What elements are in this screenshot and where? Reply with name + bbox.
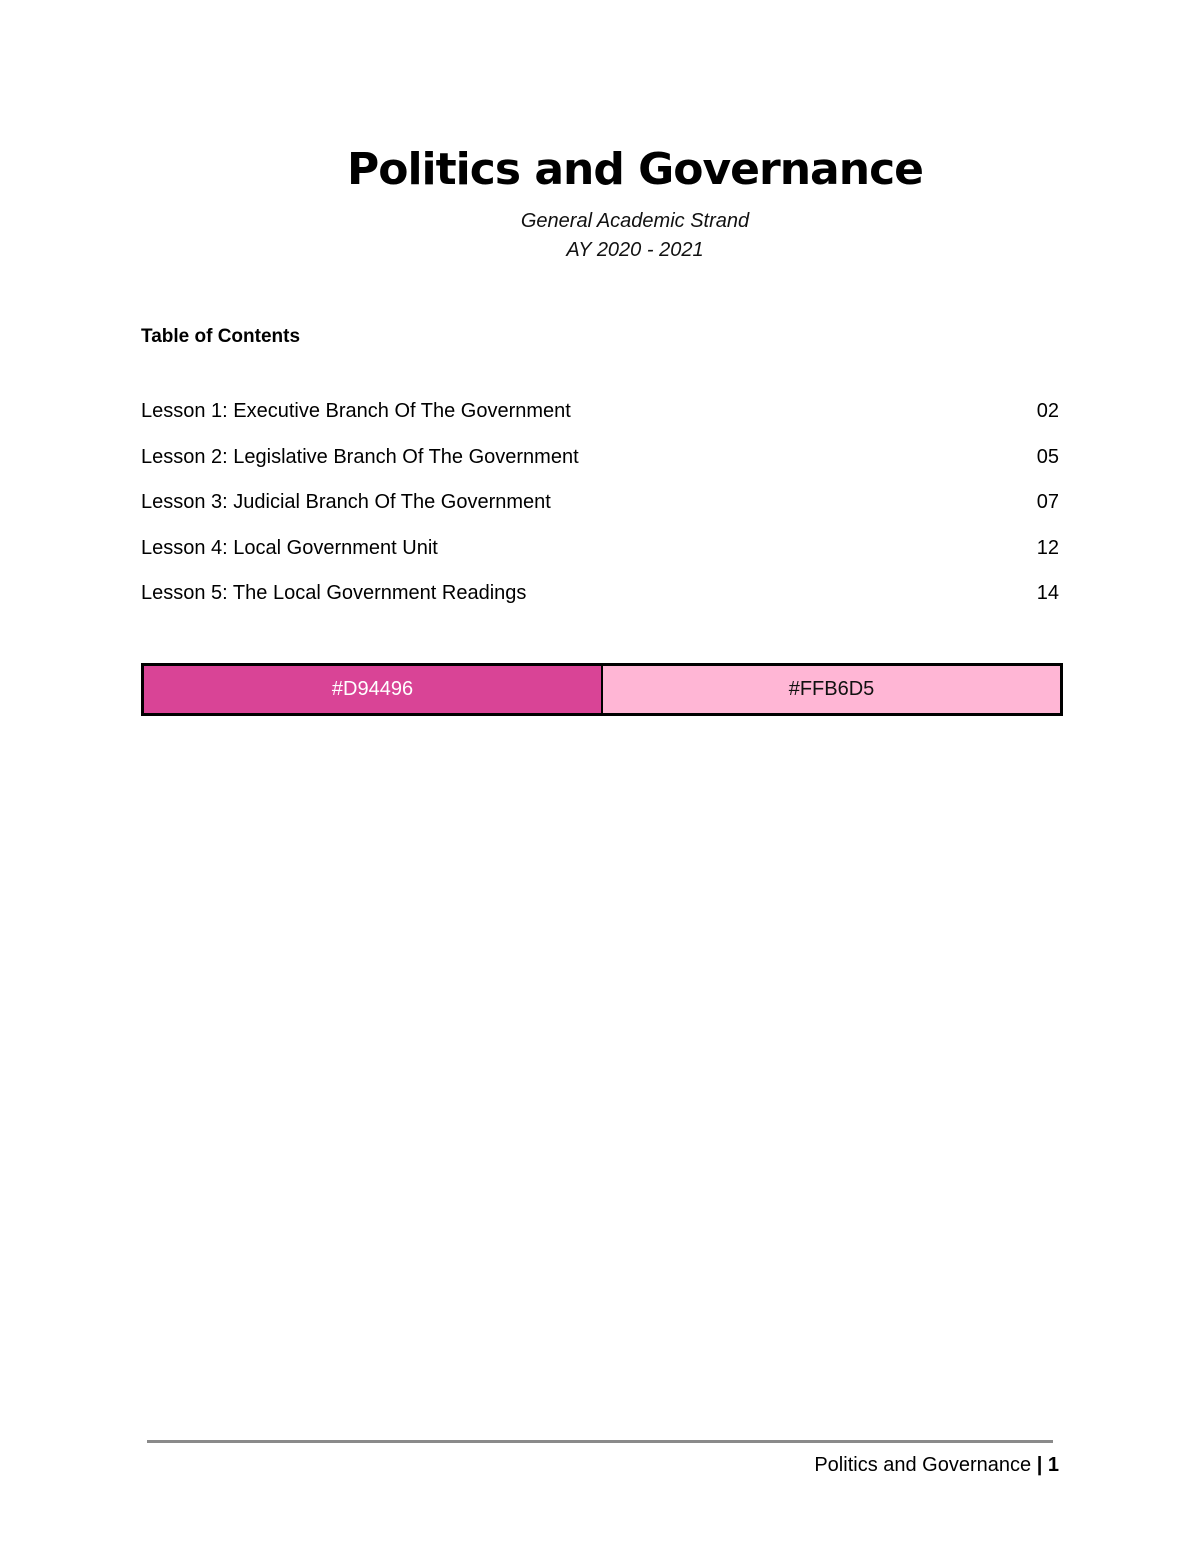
toc-entry-page: 14 — [1036, 582, 1059, 605]
page-footer — [814, 1451, 1059, 1479]
footer-separator: | — [1036, 1454, 1043, 1476]
toc-entry-page: 12 — [1036, 536, 1059, 559]
toc-heading: Table of Contents — [141, 326, 301, 347]
toc-entry-lesson-1[interactable] — [141, 388, 1059, 434]
toc-entry-lesson-4[interactable] — [141, 525, 1059, 571]
academic-year: AY 2020 - 2021 — [566, 239, 704, 261]
toc-entry-page: 07 — [1036, 491, 1059, 514]
footer-title: Politics and Governance — [814, 1454, 1032, 1476]
toc-entry-label: Lesson 3: Judicial Branch Of The Government — [141, 491, 551, 514]
page-number: 1 — [1047, 1454, 1059, 1476]
toc-entry-lesson-5[interactable] — [141, 571, 1059, 617]
color-palette — [141, 663, 1063, 716]
footer-divider — [147, 1440, 1053, 1443]
table-of-contents — [141, 388, 1059, 616]
toc-entry-lesson-3[interactable] — [141, 480, 1059, 526]
secondary-color-swatch: #FFB6D5 — [603, 666, 1060, 713]
strand-subtitle: General Academic Strand — [520, 210, 750, 232]
toc-entry-label: Lesson 2: Legislative Branch Of The Government — [141, 445, 579, 468]
toc-entry-page: 02 — [1036, 400, 1059, 422]
toc-entry-page: 05 — [1036, 445, 1059, 468]
toc-entry-label: Lesson 1: Executive Branch Of The Government — [141, 400, 571, 422]
toc-entry-lesson-2[interactable] — [141, 434, 1059, 480]
primary-color-swatch: #D94496 — [144, 666, 603, 713]
toc-entry-label: Lesson 4: Local Government Unit — [141, 536, 438, 559]
toc-entry-label: Lesson 5: The Local Government Readings — [141, 582, 527, 605]
page-title: Politics and Governance — [346, 144, 923, 195]
